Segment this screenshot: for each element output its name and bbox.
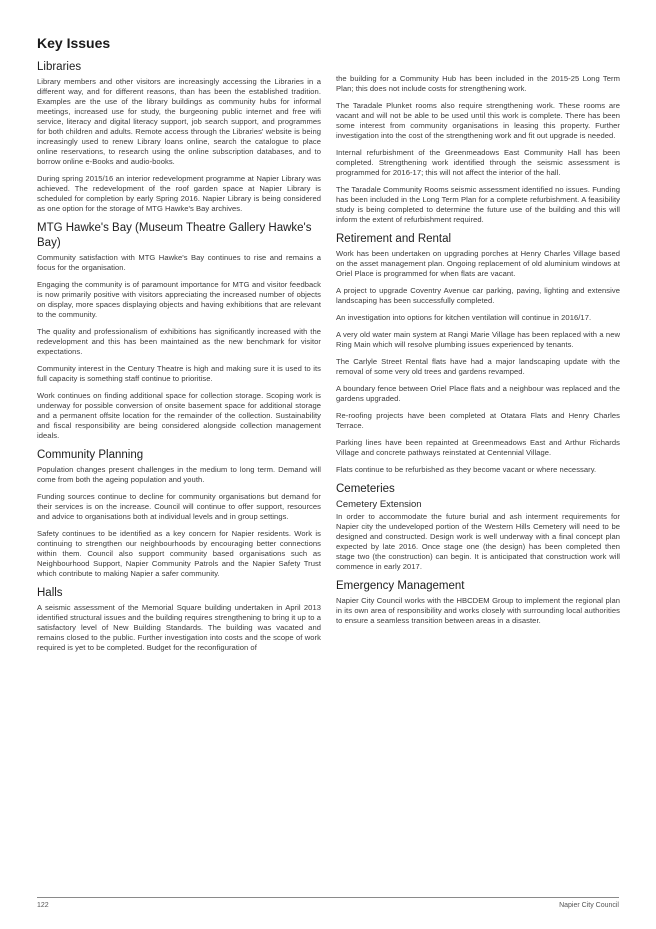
section-mtg [37,221,321,441]
right-column [336,74,620,633]
paragraph: The Carlyle Street Rental flats have had a major landscaping update with the removal of some very old trees and gardens revamped. [336,357,620,376]
paragraph: Library members and other visitors are increasingly accessing the Libraries in a different way, and for different reasons, than has been the established tradition. Examples are the use of the library buildings as community hubs for informal meetings, increased use for study, the burgeoning public internet and free wifi service, literacy and digital literacy support, job search support, and programmes for both children and adults. Remote access through the Libraries' website is being increasingly used to renew Library loans online, search the catalogue to place online reservations, to research using the online subscription databases, and to borrow online e-Books and audio-books. [37,77,321,166]
page-title: Key Issues [37,35,111,51]
paragraph: Community satisfaction with MTG Hawke's Bay continues to rise and remains a focus for the organisation. [37,253,321,272]
paragraph: A project to upgrade Coventry Avenue car parking, paving, lighting and extensive landscaping has been successfully completed. [336,286,620,305]
section-heading: Libraries [37,61,82,73]
section-libraries [37,60,321,214]
paragraph: A very old water main system at Rangi Marie Village has been replaced with a new Ring Main which will resolve plumbing issues experienced by tenants. [336,330,620,349]
paragraph: The Taradale Community Rooms seismic assessment identified no issues. Funding has been included in the Long Term Plan for a complete refurbishment. A feasibility study is being completed to determine the future use of the building and this will inform the extent of refurbishment required. [336,185,620,224]
paragraph: Work has been undertaken on upgrading porches at Henry Charles Village based on the asset management plan. Ongoing replacement of old aluminium windows at Oriel Place is programmed for when flats are vacant. [336,249,620,278]
organisation-name: Napier City Council [559,902,619,909]
section-subheading: Cemetery Extension [336,499,422,510]
section-heading: MTG Hawke's Bay (Museum Theatre Gallery Hawke's Bay) [37,222,312,249]
section-halls-continued [336,74,620,225]
paragraph: Population changes present challenges in the medium to long term. Demand will come from both the ageing population and youth. [37,465,321,484]
page-footer [37,897,619,912]
paragraph: Parking lines have been repainted at Greenmeadows East and Arthur Richards Village and concrete pathways reinstated at Centennial Village. [336,438,620,457]
paragraph: Safety continues to be identified as a key concern for Napier residents. Work is continuing to strengthen our neighbourhoods by encouraging better connections within them. Council also support community based organisations such as Neighbourhood Support, Napier Community Patrols and the Napier Safety Trust which contribute to making Napier a safer community. [37,529,321,578]
paragraph: A boundary fence between Oriel Place flats and a neighbour was replaced and the gardens upgraded. [336,384,620,403]
section-retirement-rental [336,232,620,475]
paragraph: Engaging the community is of paramount importance for MTG and visitor feedback is now primarily positive with visitors appreciating the increased number of objects on display, more spaces displaying objects and having exhibitions that are relevant to the community. [37,280,321,319]
paragraph: Internal refurbishment of the Greenmeadows East Community Hall has been completed. Strengthening work identified through the seismic assessment is programmed for 2016-17; this will not affect the interior of the hall. [336,148,620,177]
paragraph: An investigation into options for kitchen ventilation will continue in 2016/17. [336,313,592,322]
section-heading: Community Planning [37,449,144,461]
page-number: 122 [37,902,49,909]
section-emergency-management [336,579,620,626]
section-community-planning [37,448,321,579]
paragraph: Work continues on finding additional space for collection storage. Scoping work is underway for possible conversion of onsite basement space for additional storage and a permanent offsite location for the remainder of the collection. Sustainability and fiscal responsibility are being considered alongside collection management ideals. [37,391,321,440]
paragraph: Napier City Council works with the HBCDEM Group to implement the regional plan in its own area of responsibility and works closely with surrounding local authorities to ensure a seamless transition between areas in a disaster. [336,596,620,625]
section-heading: Halls [37,587,63,599]
left-column [37,60,321,660]
paragraph: In order to accommodate the future burial and ash interment requirements for Napier city the undeveloped portion of the Western Hills Cemetery will need to be designed and constructed. Design work is well underway with a final concept plan expected by late 2016. Once stage one (the design) has been completed then stage two (the construction) can begin. It is anticipated that construction work will commence in early 2017. [336,512,620,571]
section-heading: Retirement and Rental [336,233,452,245]
paragraph: During spring 2015/16 an interior redevelopment programme at Napier Library was achieved. The redevelopment of the roof garden space at Napier Library is scheduled for completion by early Spring 2016. Napier Library is being considered as one option for the storage of MTG Hawke's Bay archives. [37,174,321,213]
paragraph: Funding sources continue to decline for community organisations but demand for their services is on the increase. Council will continue to offer support, resources and advice to organisations both at individual levels and in group settings. [37,492,321,521]
paragraph: Community interest in the Century Theatre is high and making sure it is used to its full capacity is something staff continue to prioritise. [37,364,321,383]
paragraph: The quality and professionalism of exhibitions has significantly increased with the redevelopment and this has been maintained as the new benchmark for visitor expectations. [37,327,321,356]
section-heading: Cemeteries [336,483,395,495]
section-heading: Emergency Management [336,580,465,592]
section-halls [37,586,321,653]
paragraph: Re-roofing projects have been completed at Otatara Flats and Henry Charles Terrace. [336,411,620,430]
paragraph: Flats continue to be refurbished as they become vacant or where necessary. [336,465,597,474]
section-cemeteries [336,482,620,572]
paragraph: the building for a Community Hub has been included in the 2015-25 Long Term Plan; this does not include costs for strengthening work. [336,74,620,93]
paragraph: The Taradale Plunket rooms also require strengthening work. These rooms are vacant and will not be able to be used until this work is complete. There has been some interest from community organisations in leasing this property. Further investigation into the cost of the strengthening work and fit out upgrade is needed. [336,101,620,140]
paragraph: A seismic assessment of the Memorial Square building undertaken in April 2013 identified structural issues and the building requires strengthening to bring it up to a satisfactory level of New Building Standards. The building was vacated and remains closed to the public. Further investigation into costs and the scope of work required is yet to be completed. Budget for the reconfiguration of [37,603,321,652]
